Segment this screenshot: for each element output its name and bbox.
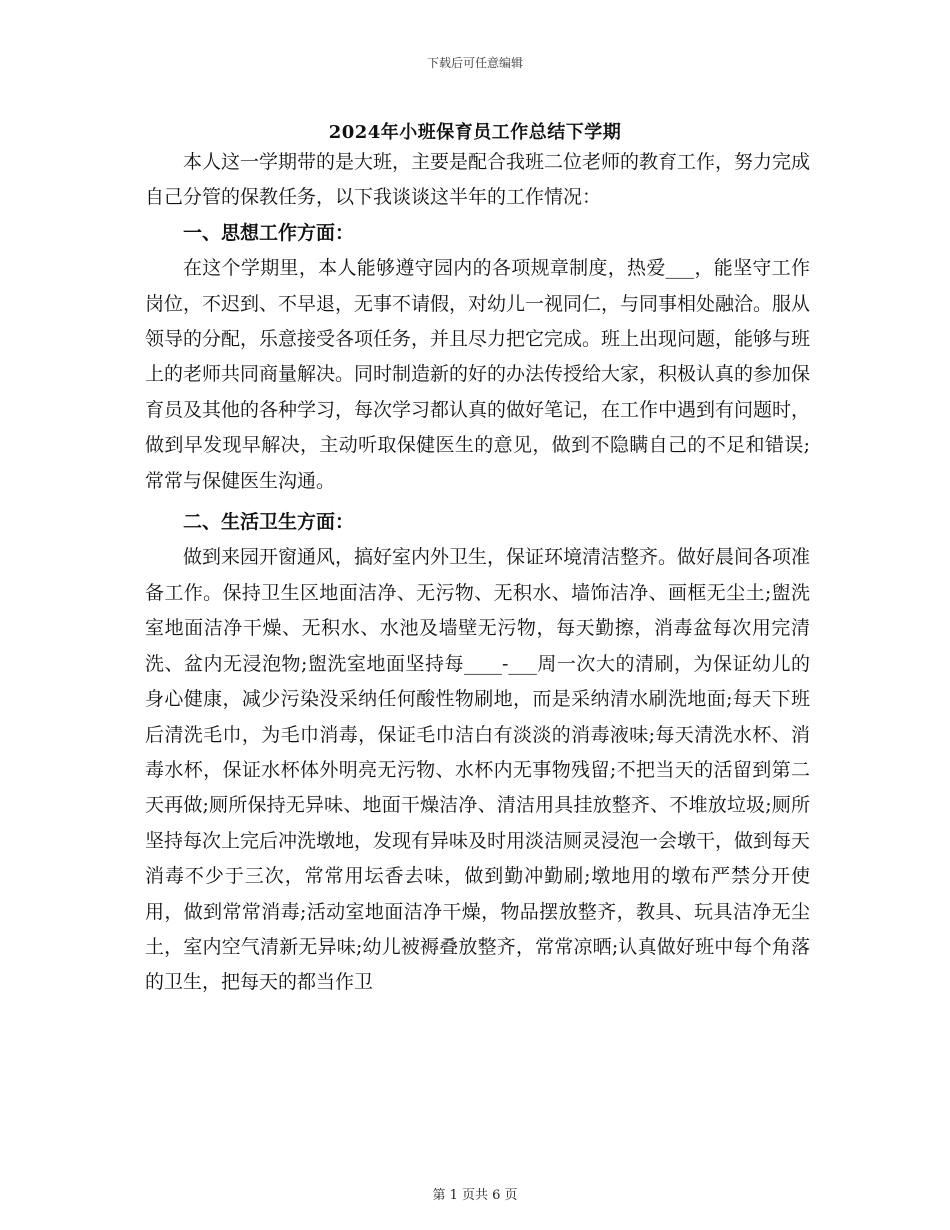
intro-paragraph: 本人这一学期带的是大班，主要是配合我班二位老师的教育工作，努力完成自己分管的保教任务，以下我谈谈这半年的工作情况： <box>145 151 811 209</box>
page-number-footer: 第 1 页共 6 页 <box>432 1188 518 1203</box>
section-paragraph-hygiene: 做到来园开窗通风，搞好室内外卫生，保证环境清洁整齐。做好晨间各项准备工作。保持卫生区地面洁净、无污物、无积水、墙饰洁净、画框无尘土;盥洗室地面洁净干燥、无积水、水池及墙壁无污物，每天勤擦，消毒盆每次用完清洗、盆内无浸泡物;盥洗室地面坚持每____-___周一次大的清刷，为保证幼儿的身心健康，减少污染没采纳任何酸性物刷地，而是采纳清水刷洗地面;每天下班后清洗毛巾，为毛巾消毒，保证毛巾洁白有淡淡的消毒液味;每天清洗水杯、消毒水杯，保证水杯体外明亮无污物、水杯内无事物残留;不把当天的活留到第二天再做;厕所保持无异味、地面干燥洁净、清洁用具挂放整齐、不堆放垃圾;厕所坚持每次上完后冲洗墩地，发现有异味及时用淡洁厕灵浸泡一会墩干，做到每天消毒不少于三次，常常用坛香去味，做到勤冲勤刷;墩地用的墩布严禁分开使用，做到常常消毒;活动室地面洁净干燥，物品摆放整齐，教具、玩具洁净无尘土，室内空气清新无异味;幼儿被褥叠放整齐，常常凉晒;认真做好班中每个角落的卫生，把每天的都当作卫 <box>145 546 811 994</box>
section-paragraph-thought: 在这个学期里，本人能够遵守园内的各项规章制度，热爱___，能坚守工作岗位，不迟到、不早退，无事不请假，对幼儿一视同仁，与同事相处融洽。服从领导的分配，乐意接受各项任务，并且尽力把它完成。班上出现问题，能够与班上的老师共同商量解决。同时制造新的好的办法传授给大家，积极认真的参加保育员及其他的各种学习，每次学习都认真的做好笔记，在工作中遇到有问题时，做到早发现早解决，主动听取保健医生的意见，做到不隐瞒自己的不足和错误;常常与保健医生沟通。 <box>145 257 811 492</box>
document-title: 2024年小班保育员工作总结下学期 <box>328 122 622 143</box>
document-body <box>145 145 810 1001</box>
section-heading-thought: 一、思想工作方面： <box>183 221 355 244</box>
section-heading-hygiene: 二、生活卫生方面： <box>183 511 355 534</box>
header-note: 下载后可任意编辑 <box>426 56 523 70</box>
